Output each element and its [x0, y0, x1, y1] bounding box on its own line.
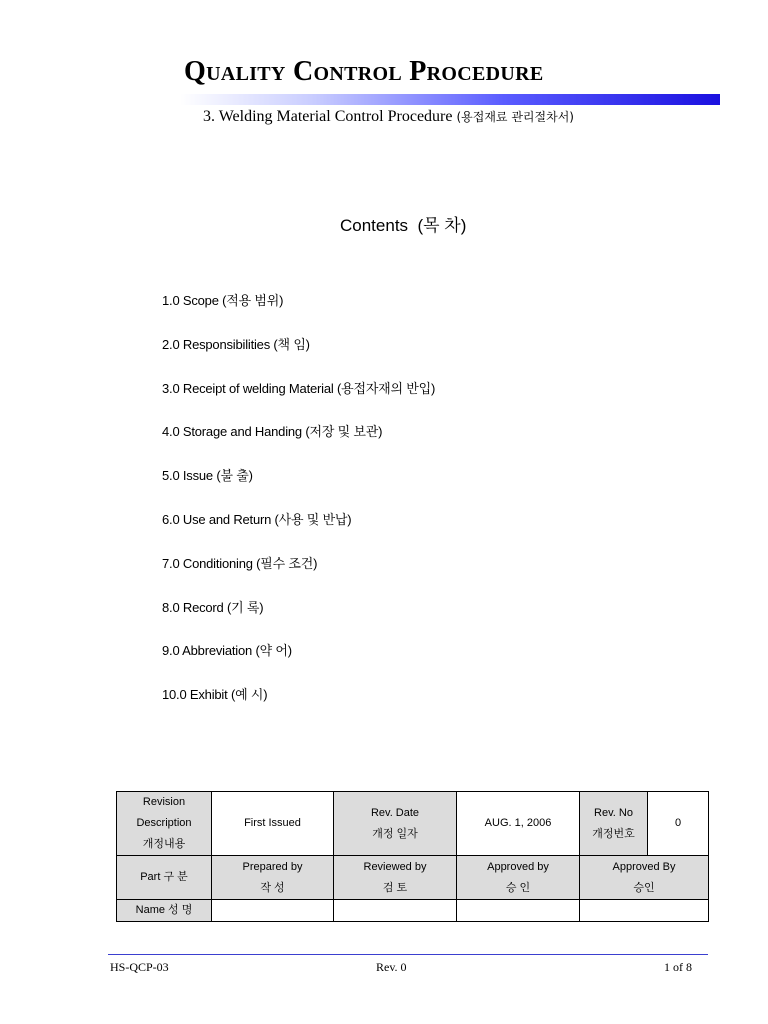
rev-no-label: Rev. No — [594, 806, 633, 819]
rev-date-label-cell — [334, 792, 457, 856]
document-subtitle — [203, 108, 574, 126]
toc-item: 3.0 Receipt of welding Material (용접자재의 반입) — [162, 380, 436, 396]
subtitle-korean: (용접재료 관리절차서) — [456, 110, 574, 124]
prepared-by-korean-label: 작 성 — [260, 881, 285, 894]
name-label: Name 성 명 — [117, 900, 212, 922]
toc-item: 4.0 Storage and Handing (저장 및 보관) — [162, 424, 383, 440]
reviewed-by-korean-label: 검 토 — [382, 881, 408, 894]
reviewed-by-cell — [334, 856, 457, 900]
approved-by-cell — [457, 856, 580, 900]
reviewed-by-name-cell — [334, 900, 457, 922]
reviewed-by-label: Reviewed by — [363, 860, 427, 873]
description-label: Description — [136, 817, 192, 829]
prepared-by-label: Prepared by — [242, 860, 303, 873]
toc-item: 9.0 Abbreviation (약 어) — [162, 643, 292, 659]
approved-by-label: Approved by — [487, 860, 549, 873]
prepared-by-name-cell — [212, 900, 334, 922]
rev-date-value: AUG. 1, 2006 — [457, 792, 580, 856]
document-title: Quality Control Procedure — [184, 56, 544, 87]
contents-heading — [340, 211, 466, 236]
footer-divider — [108, 954, 708, 955]
table-row — [117, 900, 709, 922]
rev-no-korean-label: 개정번호 — [592, 827, 635, 840]
toc-item: 1.0 Scope (적용 범위) — [162, 293, 284, 308]
table-of-contents — [162, 290, 435, 728]
rev-no-value: 0 — [648, 792, 709, 856]
toc-item: 10.0 Exhibit (예 시) — [162, 687, 268, 703]
contents-heading-korean: (목 차) — [417, 216, 467, 235]
final-approved-by-cell — [580, 856, 709, 900]
revision-description-value: First Issued — [212, 792, 334, 856]
rev-date-korean-label: 개정 일자 — [372, 827, 418, 840]
footer-page-number: 1 of 8 — [664, 960, 692, 974]
footer-revision: Rev. 0 — [376, 960, 407, 974]
approved-by-korean-label: 승 인 — [505, 881, 531, 894]
toc-item: 8.0 Record (기 록) — [162, 599, 264, 615]
final-approved-by-name-cell — [580, 900, 709, 922]
part-label: Part 구 분 — [117, 856, 212, 900]
revision-description-korean-label: 개정내용 — [142, 838, 186, 850]
toc-item: 6.0 Use and Return (사용 및 반납) — [162, 511, 352, 527]
revision-table — [116, 791, 709, 922]
subtitle-english: 3. Welding Material Control Procedure — [203, 108, 453, 125]
table-row — [117, 792, 709, 856]
rev-date-label: Rev. Date — [370, 806, 420, 819]
toc-item: 2.0 Responsibilities (책 임) — [162, 336, 310, 352]
title-underline-bar — [180, 94, 720, 105]
footer-doc-code: HS-QCP-03 — [110, 960, 169, 974]
final-approved-by-label: Approved By — [612, 860, 676, 873]
toc-item: 7.0 Conditioning (필수 조건) — [162, 555, 318, 571]
contents-heading-english: Contents — [340, 216, 409, 235]
final-approved-by-korean-label: 승인 — [633, 881, 655, 894]
table-row — [117, 856, 709, 900]
approved-by-name-cell — [457, 900, 580, 922]
prepared-by-cell — [212, 856, 334, 900]
rev-no-label-cell — [580, 792, 648, 856]
revision-label: Revision — [142, 796, 186, 808]
toc-item: 5.0 Issue (불 출) — [162, 468, 253, 484]
revision-description-label-cell — [117, 792, 212, 856]
